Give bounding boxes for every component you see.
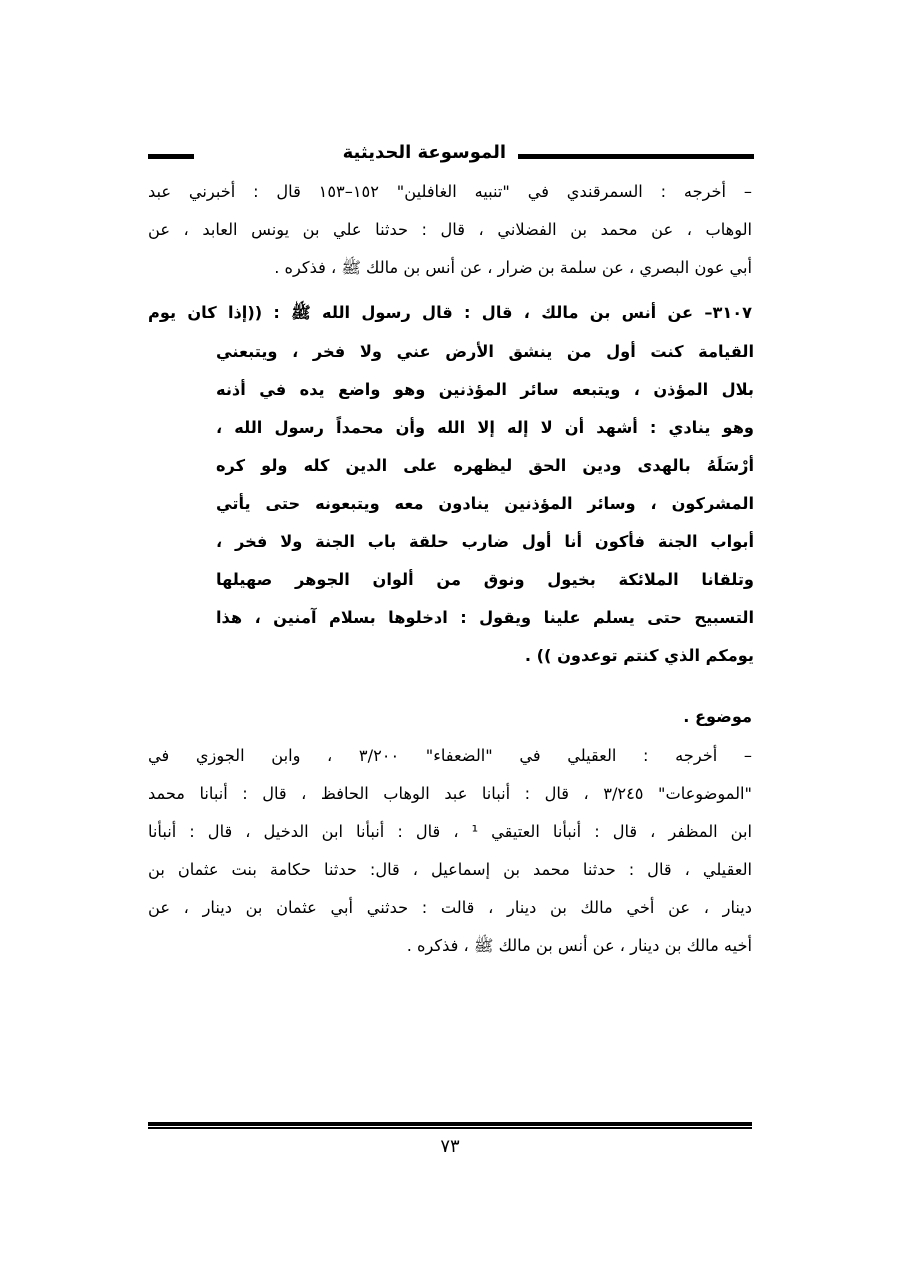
takhrij-paragraph-1: [148, 173, 752, 287]
text-line: – أخرجه : العقيلي في "الضعفاء" ٣/٢٠٠ ، وابن الجوزي في: [148, 746, 752, 765]
text-line: دينار ، عن أخي مالك بن دينار ، قالت : حدثني أبي عثمان بن دينار ، عن: [148, 898, 752, 917]
running-header: [148, 140, 754, 174]
text-line: أخيه مالك بن دينار ، عن أنس بن مالك ﷺ ، فذكره .: [406, 936, 752, 955]
hadith-text: [216, 333, 754, 675]
text-line: المشركون ، وسائر المؤذنين ينادون معه ويتبعونه حتى يأتي: [216, 494, 754, 513]
text-line: أبواب الجنة فأكون أنا أول ضارب حلقة باب الجنة ولا فخر ،: [216, 532, 754, 551]
text-line: أبي عون البصري ، عن سلمة بن ضرار ، عن أنس بن مالك ﷺ ، فذكره .: [274, 258, 752, 277]
page-number: ٧٣: [440, 1136, 460, 1157]
text-line: – أخرجه : السمرقندي في "تنبيه الغافلين" ١٥٢–١٥٣ قال : أخبرني عبد: [148, 182, 752, 201]
text-line: ابن المظفر ، قال : أنبأنا العتيقي ¹ ، قال : أنبأنا ابن الدخيل ، قال : أنبأنا: [148, 822, 752, 841]
text-line: القيامة كنت أول من ينشق الأرض عني ولا فخر ، ويتبعني: [216, 342, 754, 361]
text-line: الوهاب ، عن محمد بن الفضلاني ، قال : حدثنا علي بن يونس العابد ، عن: [148, 220, 752, 239]
hadith-verdict: [148, 698, 752, 736]
text-line: العقيلي ، قال : حدثنا محمد بن إسماعيل ، قال: حدثنا حكامة بنت عثمان بن: [148, 860, 752, 879]
text-line: وهو ينادي : أشهد أن لا إله إلا الله وأن محمداً رسول الله ،: [216, 418, 754, 437]
text-line: يومكم الذي كنتم توعدون )) .: [524, 646, 754, 665]
text-line: بلال المؤذن ، ويتبعه سائر المؤذنين وهو واضع يده في أذنه: [216, 380, 754, 399]
header-rule-left: [148, 154, 194, 159]
verdict-line: موضوع .: [683, 707, 752, 726]
hadith-intro: [148, 294, 752, 332]
text-line: التسبيح حتى يسلم علينا ويقول : ادخلوها بسلام آمنين ، هذا: [216, 608, 754, 627]
text-line: وتلقانا الملائكة بخيول ونوق من ألوان الجوهر صهيلها: [216, 570, 754, 589]
footer-rule: [148, 1122, 752, 1129]
header-rule-right: [518, 154, 754, 159]
hadith-number-line: ٣١٠٧– عن أنس بن مالك ، قال : قال رسول الله ﷺ : ((إذا كان يوم: [148, 303, 752, 322]
text-line: أرْسَلَهُ بالهدى ودين الحق ليظهره على الدين كله ولو كره: [216, 456, 754, 475]
text-line: "الموضوعات" ٣/٢٤٥ ، قال : أنبانا عبد الوهاب الحافظ ، قال : أنبانا محمد: [148, 784, 752, 803]
takhrij-paragraph-2: [148, 737, 752, 965]
header-title: الموسوعة الحديثية: [342, 142, 506, 163]
